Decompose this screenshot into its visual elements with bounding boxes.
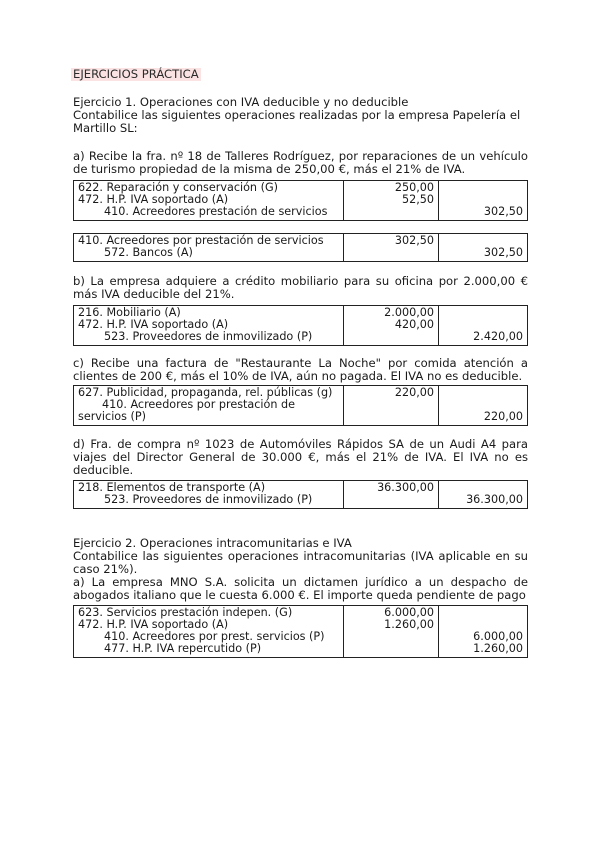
journal-entry-1d xyxy=(73,480,528,509)
credit-column: 302,50 xyxy=(439,234,528,262)
exercise-1b-statement: b) La empresa adquiere a crédito mobiliario para su oficina por 2.000,00 € más IVA deducible del 21%. xyxy=(73,274,528,301)
credit-column: 302,50 xyxy=(439,181,528,221)
page-title: EJERCICIOS PRÁCTICA xyxy=(73,67,199,81)
credit-column: 2.420,00 xyxy=(439,306,528,346)
exercise-1-heading: Ejercicio 1. Operaciones con IVA deducible y no deducible xyxy=(73,95,409,109)
exercise-1-intro: Contabilice las siguientes operaciones realizadas por la empresa Papelería el Martillo SL: xyxy=(73,108,521,135)
debit-column: 2.000,00 420,00 xyxy=(344,306,439,346)
credit-column: 36.300,00 xyxy=(439,481,528,509)
account-column: 218. Elementos de transporte (A) 523. Proveedores de inmovilizado (P) xyxy=(74,481,344,509)
exercise-2-intro: Contabilice las siguientes operaciones intracomunitarias (IVA aplicable en su caso 21%). xyxy=(73,549,528,576)
journal-entry-1a-2 xyxy=(73,233,528,262)
account-column: 216. Mobiliario (A) 472. H.P. IVA soportado (A) 523. Proveedores de inmovilizado (P) xyxy=(74,306,344,346)
credit-column: 220,00 xyxy=(439,386,528,426)
account-column: 623. Servicios prestación indepen. (G) 472. H.P. IVA soportado (A) 410. Acreedores por prest. servicios (P) 477. H.P. IVA repercutido (P) xyxy=(74,606,344,658)
account-column: 410. Acreedores por prestación de servicios 572. Bancos (A) xyxy=(74,234,344,262)
journal-entry-1c xyxy=(73,385,528,426)
account-column: 627. Publicidad, propaganda, rel. públicas (g) 410. Acreedores por prestación de servicios (P) xyxy=(74,386,344,426)
account-column: 622. Reparación y conservación (G) 472. H.P. IVA soportado (A) 410. Acreedores prestación de servicios xyxy=(74,181,344,221)
journal-entry-1b xyxy=(73,305,528,346)
journal-entry-1a-1 xyxy=(73,180,528,221)
exercise-1d-statement: d) Fra. de compra nº 1023 de Automóviles Rápidos SA de un Audi A4 para viajes del Director General de 30.000 €, más el 21% de IVA. El IVA no es deducible. xyxy=(73,437,528,477)
exercise-1c-statement: c) Recibe una factura de "Restaurante La Noche" por comida atención a clientes de 200 €, más el 10% de IVA, aún no pagada. El IVA no es deducible. xyxy=(73,356,528,383)
debit-column: 250,00 52,50 xyxy=(344,181,439,221)
document-page xyxy=(73,68,528,658)
exercise-2a-statement: a) La empresa MNO S.A. solicita un dictamen jurídico a un despacho de abogados italiano que le cuesta 6.000 €. El importe queda pendiente de pago xyxy=(73,575,528,602)
debit-column: 36.300,00 xyxy=(344,481,439,509)
journal-entry-2a xyxy=(73,605,528,658)
credit-column: 6.000,00 1.260,00 xyxy=(439,606,528,658)
debit-column: 302,50 xyxy=(344,234,439,262)
debit-column: 220,00 xyxy=(344,386,439,426)
exercise-2-heading: Ejercicio 2. Operaciones intracomunitarias e IVA xyxy=(73,536,352,550)
exercise-1a-statement: a) Recibe la fra. nº 18 de Talleres Rodríguez, por reparaciones de un vehículo de turismo propiedad de la misma de 250,00 €, más el 21% de IVA. xyxy=(73,149,528,176)
debit-column: 6.000,00 1.260,00 xyxy=(344,606,439,658)
